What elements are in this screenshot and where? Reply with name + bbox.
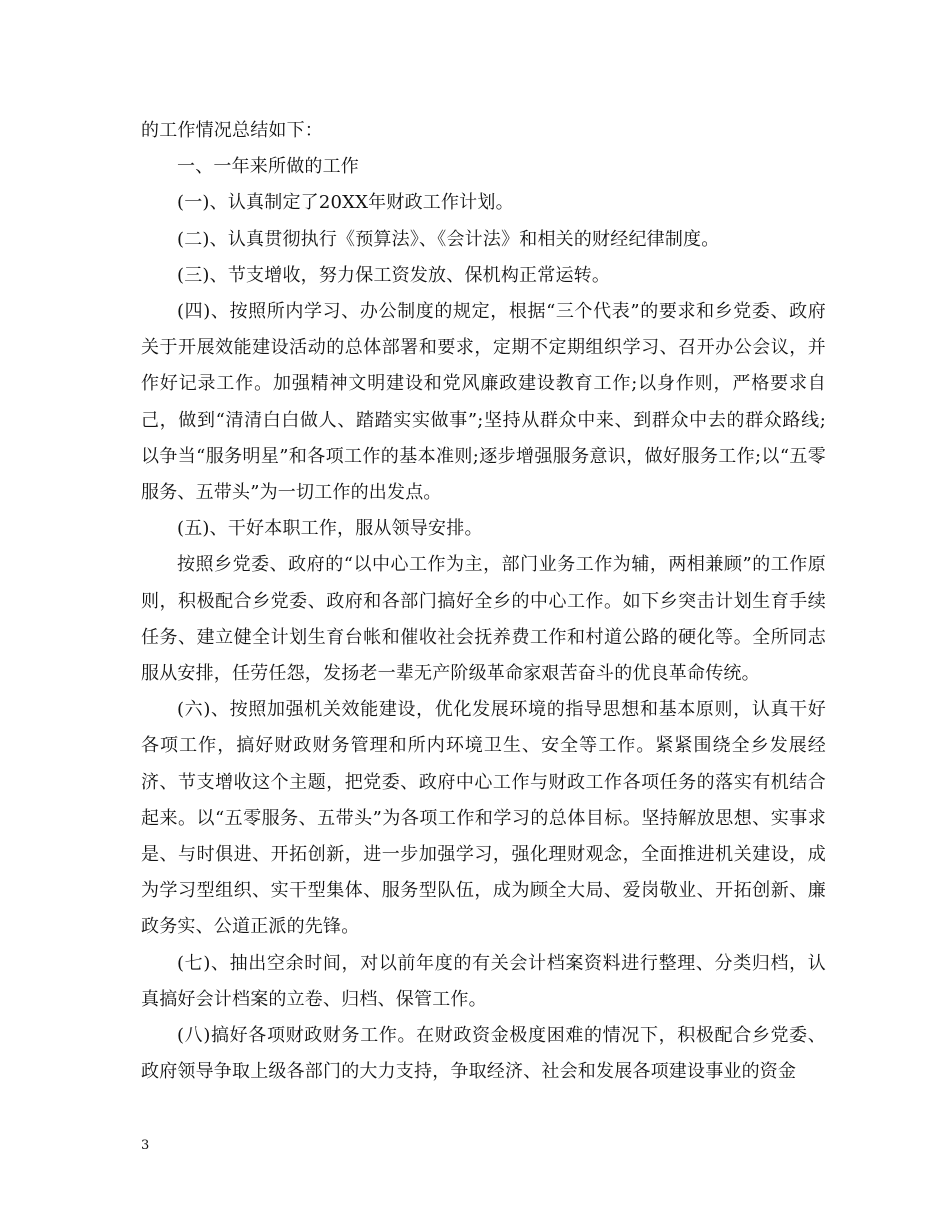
paragraph-item-3: (三)、节支增收，努力保工资发放、保机构正常运转。 <box>177 264 611 286</box>
paragraph-item-5: (五)、干好本职工作，服从领导安排。 <box>177 518 483 540</box>
paragraph-item-7: (七)、抽出空余时间，对以前年度的有关会计档案资料进行整理、分类归档，认真搞好会计档案的立卷、归档、保管工作。 <box>141 952 826 1010</box>
paragraph-continuation: 的工作情况总结如下： <box>141 120 323 141</box>
paragraph-item-6: (六)、按照加强机关效能建设，优化发展环境的指导思想和基本原则，认真干好各项工作，搞好财政财务管理和所内环境卫生、安全等工作。紧紧围绕全乡发展经济、节支增收这个主题，把党委、政府中心工作与财政工作各项任务的落实有机结合起来。以“五零服务、五带头”为各项工作和学习的总体目标。坚持解放思想、实事求是、与时俱进、开拓创新，进一步加强学习，强化理财观念，全面推进机关建设，成为学习型组织、实干型集体、服务型队伍，成为顾全大局、爱岗敬业、开拓创新、廉政务实、公道正派的先锋。 <box>141 699 826 938</box>
document-body <box>141 113 826 1090</box>
paragraph-item-1: (一)、认真制定了20XX年财政工作计划。 <box>177 192 514 214</box>
paragraph-item-5-detail: 按照乡党委、政府的“以中心工作为主，部门业务工作为辅，两相兼顾”的工作原则，积极配合乡党委、政府和各部门搞好全乡的中心工作。如下乡突击计划生育手续任务、建立健全计划生育台帐和催收社会抚养费工作和村道公路的硬化等。全所同志服从安排，任劳任怨，发扬老一辈无产阶级革命家艰苦奋斗的优良革命传统。 <box>141 554 826 685</box>
paragraph-item-4: (四)、按照所内学习、办公制度的规定，根据“三个代表”的要求和乡党委、政府关于开展效能建设活动的总体部署和要求，定期不定期组织学习、召开办公会议，并作好记录工作。加强精神文明建设和党风廉政建设教育工作;以身作则，严格要求自己，做到“清清白白做人、踏踏实实做事”;坚持从群众中来、到群众中去的群众路线;以争当“服务明星”和各项工作的基本准则;逐步增强服务意识，做好服务工作;以“五零服务、五带头”为一切工作的出发点。 <box>141 301 826 504</box>
section-heading: 一、一年来所做的工作 <box>177 156 359 178</box>
page-number: 3 <box>141 1138 150 1153</box>
paragraph-item-8: (八)搞好各项财政财务工作。在财政资金极度困难的情况下，积极配合乡党委、政府领导争取上级各部门的大力支持，争取经济、社会和发展各项建设事业的资金 <box>141 1025 826 1083</box>
paragraph-item-2: (二)、认真贯彻执行《预算法》、《会计法》和相关的财经纪律制度。 <box>177 228 720 250</box>
